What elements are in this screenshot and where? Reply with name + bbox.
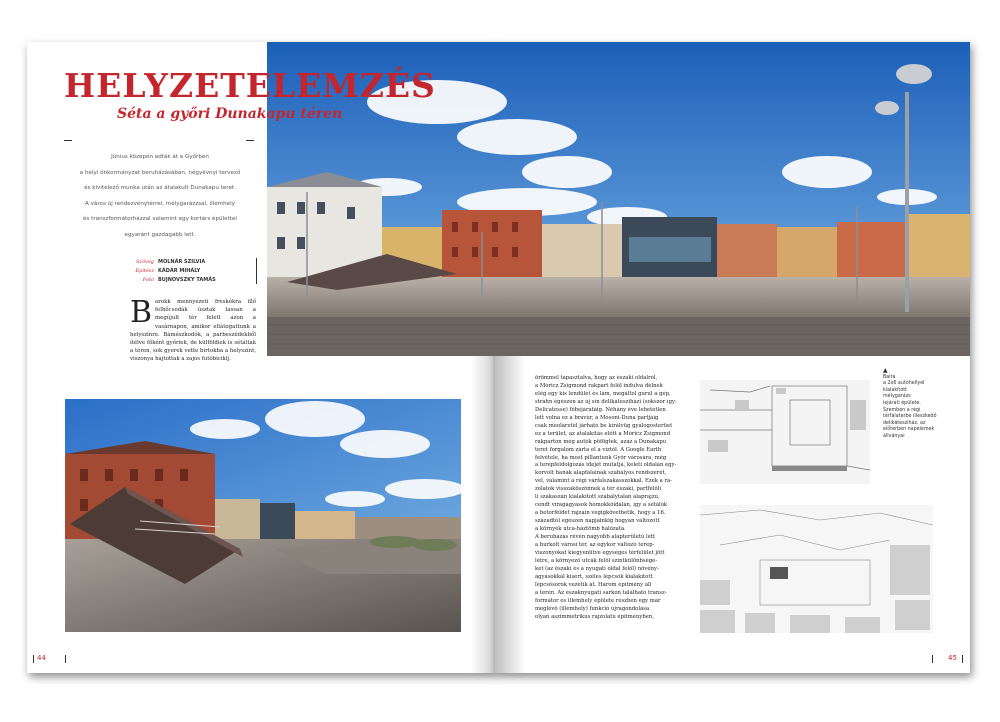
left-body-text xyxy=(130,295,256,364)
divider xyxy=(246,140,254,141)
body-line: ágyásokkal kísért, széles lépcsők kialakított xyxy=(535,573,653,580)
body-line: korvolt hanák alapfalainak szabályos rendszerét, xyxy=(535,470,667,477)
body-line: olyan aszimmetrikus rajzolatú építményben, xyxy=(535,613,654,620)
credit-row xyxy=(130,258,256,267)
body-line: cendt virágágyások homokkőidalán, így a sétálók xyxy=(535,502,668,509)
body-line: a környék utca-háztömb hálózata. xyxy=(535,526,626,533)
site-plan-bottom xyxy=(700,505,933,633)
body-line: zolatok visszaköszönnek a tér északi, partfelőli xyxy=(535,486,662,493)
credits-box xyxy=(130,258,257,284)
caption-line: a 2x6 autóhellyel xyxy=(883,381,925,387)
body-line: a burkolt városi tér, az egykor változó terep- xyxy=(535,542,655,549)
body-line: strahn egészen az új sín delikátesziházi (sokszor így: xyxy=(535,398,677,405)
body-line: lépcsősorok vezetik át. Három építmény áll xyxy=(535,581,652,588)
body-line: felvétele, ha most pillantunk Győr városára, még xyxy=(535,454,667,461)
body-line: A beruházás révén nagyobb alapterületű lett xyxy=(535,534,656,541)
lead-line: és kivitelező munka után az átalakult Dunakapu teret. xyxy=(84,185,236,191)
caption-line: lejárati épülete. xyxy=(883,400,921,406)
credit-name: BUJNOVSZKY TAMÁS xyxy=(158,277,216,283)
folio-bar xyxy=(33,655,34,663)
site-plan-top xyxy=(700,380,870,484)
body-line: meglévő (illemhely) funkció újragondolása xyxy=(535,605,650,612)
body-line: vel, valamint a régi várfalszakasszokkal. Ezek a rá- xyxy=(535,478,673,485)
body-line: örömmel tapasztalva, hogy az északi oldalról, xyxy=(535,375,658,381)
lead-line: egyaránt gazdagabb lett. xyxy=(124,231,196,238)
lead-paragraph xyxy=(64,150,256,243)
body-line: ket (az északi és a nyugati oldal felől) növény- xyxy=(535,565,659,572)
body-line: li szakaszán kialakított szabálytalan alaprajzú, xyxy=(535,494,660,501)
caption-line: Szemben a régi xyxy=(883,407,921,413)
lead-line: és transzformátorházzal valamint egy kortárs épülettel xyxy=(83,216,237,222)
credit-name: KÁDÁR MIHÁLY xyxy=(158,268,201,274)
divider xyxy=(64,140,72,141)
body-line: ez a terület, az átalakítás előtt a Móricz Zsigmond xyxy=(535,430,671,437)
caption-line: mélygarázs xyxy=(883,394,911,400)
lead-line: a helyi önkormányzat beruházásában, négyévnyi tervező xyxy=(79,169,241,176)
credit-row xyxy=(130,267,256,276)
caption-line: kialakított xyxy=(883,387,908,393)
body-line: rakparton még autók pöfögtek, azaz a Dunakapu xyxy=(535,438,667,445)
folio-bar xyxy=(932,655,933,663)
folio-bar xyxy=(65,655,66,663)
body-line: formátor és illemhely épülete részben egy már xyxy=(535,597,661,604)
body-line: lett volna ez a bravúr, a Mosoni-Duna partjáig xyxy=(535,414,659,421)
urban-plan-drawing xyxy=(700,505,933,633)
body-line: létre, a környező utcák felől szintkülönbsége- xyxy=(535,557,658,564)
body-line: csak meolaretél járható be királvüg gyalogosterüet xyxy=(535,422,673,429)
body-line: viszonyokat kiegyenlítve egységes térfelület jött xyxy=(535,549,665,556)
body-line: teret forgalom zárta el a víztől. A Google Earth xyxy=(535,446,662,453)
caption-line: térfalaterbe illeszkedő xyxy=(883,414,937,420)
body-line: a Móricz Zsigmond rakpart felől indulva délnek xyxy=(535,382,663,389)
plaza-ramp-photo xyxy=(65,399,461,632)
body-line: a betorféldet rajzain végigkövethetik, hogy a 16. xyxy=(535,510,666,517)
caption-line: előtérben napelemek xyxy=(883,427,935,433)
page-number-right: 45 xyxy=(948,654,957,662)
drop-cap: B xyxy=(130,295,153,330)
lead-line: A város új rendezvénytérrel, mélygarázzsal, illemhely xyxy=(85,200,235,207)
caption-line: állványai xyxy=(883,433,905,439)
credit-role: Szöveg xyxy=(135,259,154,265)
lead-line: Június közepén adták át a Győrben xyxy=(111,154,209,160)
body-line: a terepfeldolgozás idejét mutatja, keleti oldalán egy- xyxy=(535,462,677,469)
caption-line: Balra xyxy=(883,374,896,380)
body-line: elég egy kis lendület és lám, megáltol gurul a gép, xyxy=(535,390,671,397)
body-paragraph: arokk mennyezeti freskókra illő felhőcsodák úsztak lassan a megújult tér felett azon a vasárnapon, amikor ellátogattunk a helyszínre. Bámészkodók, a parbeszédekből ítélve főként győriek, de külföldiek is sétáltak a téren, sok gyerek vette birtokba a helyszínt, viszonya hajtottak a zajos futóbiciklj. xyxy=(130,299,256,363)
caption-line: delikátesziház, az xyxy=(883,420,926,426)
article-subtitle: Séta a győri Dunakapu téren xyxy=(117,106,343,122)
folio-bar xyxy=(962,655,963,663)
body-line: századtól egészen napjainkig hogyan változott xyxy=(535,518,660,525)
credit-role: Fotó xyxy=(142,277,154,283)
body-line: Delicatesse) főbejáratáig. Néhány éve lehetetlen xyxy=(535,406,666,413)
article-title: HELYZETELEMZÉS xyxy=(64,66,436,105)
right-body-text xyxy=(535,375,687,622)
credit-role: Építész xyxy=(135,268,154,274)
credit-row xyxy=(130,276,256,285)
credit-name: MOLNÁR SZILVIA xyxy=(158,259,206,265)
caption-arrow-icon: ▲ xyxy=(883,367,888,374)
plaza-ramp-image xyxy=(65,399,461,632)
site-plan-drawing xyxy=(700,380,870,484)
body-line: a téren. Az északnyugati sarkon található transz- xyxy=(535,589,667,596)
page-number-left: 44 xyxy=(37,654,46,662)
figure-caption xyxy=(883,368,939,441)
